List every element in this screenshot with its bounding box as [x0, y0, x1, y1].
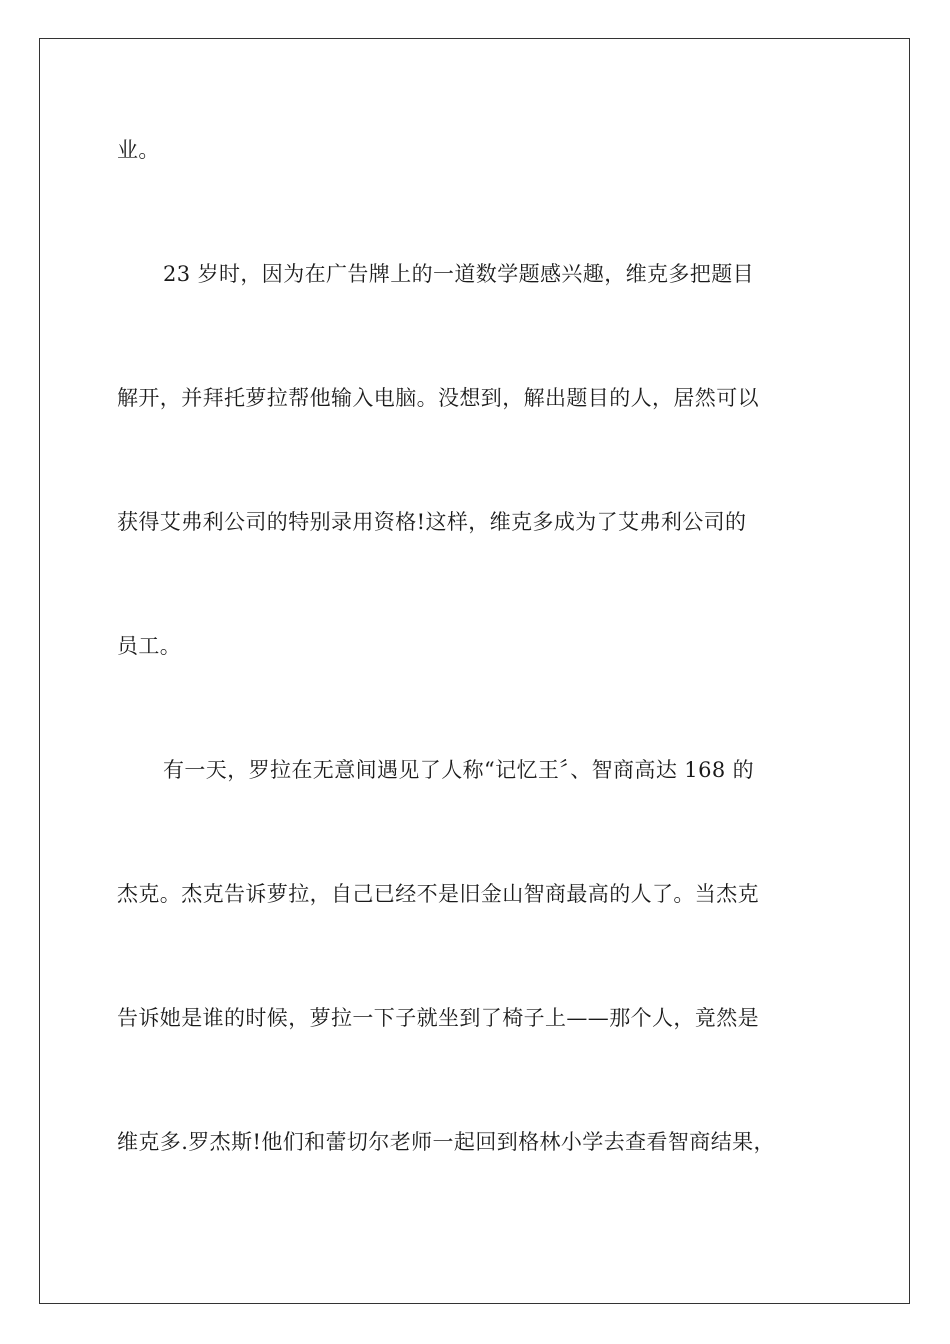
- text-line: 有一天，罗拉在无意间遇见了人称“记忆王〞、智商高达 168 的: [163, 758, 755, 782]
- text-line: 维克多.罗杰斯!他们和蕾切尔老师一起回到格林小学去查看智商结果，: [117, 1130, 775, 1154]
- text-line: 业。: [117, 138, 160, 162]
- text-line: 告诉她是谁的时候，萝拉一下子就坐到了椅子上——那个人，竟然是: [117, 1006, 759, 1030]
- text-line: 23 岁时，因为在广告牌上的一道数学题感兴趣，维克多把题目: [163, 262, 754, 286]
- text-line: 解开，并拜托萝拉帮他输入电脑。没想到，解出题目的人，居然可以: [117, 386, 759, 410]
- page-border: [39, 38, 910, 1304]
- text-line: 杰克。杰克告诉萝拉，自己已经不是旧金山智商最高的人了。当杰克: [117, 882, 759, 906]
- text-line: 员工。: [117, 634, 182, 658]
- text-line: 获得艾弗利公司的特别录用资格!这样，维克多成为了艾弗利公司的: [117, 510, 747, 534]
